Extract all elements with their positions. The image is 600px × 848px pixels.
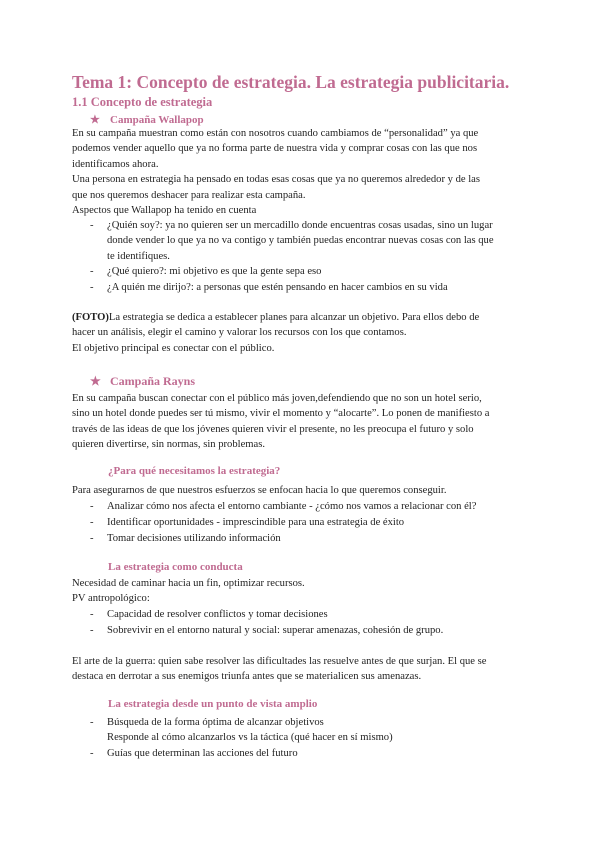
subheading-label: Campaña Wallapop bbox=[110, 114, 204, 126]
text-line: quieren divertirse, sin normas, sin problemas. bbox=[72, 439, 265, 451]
paragraph bbox=[72, 654, 532, 685]
paragraph bbox=[72, 576, 532, 607]
subheading-label: Campaña Rayns bbox=[110, 374, 196, 388]
text-line: través de las ideas de que los jóvenes quieren vivir el presente, no les preocupa el futuro y solo bbox=[72, 423, 474, 435]
text-line: te identifiques. bbox=[107, 250, 170, 262]
text-line: ¿Quién soy?: ya no quieren ser un mercadillo donde encuentras cosas usadas, sino un lugar bbox=[107, 220, 493, 231]
subheading-wallapop bbox=[90, 113, 204, 126]
page-title: Tema 1: Concepto de estrategia. La estrategia publicitaria. bbox=[72, 72, 510, 92]
subheading-broad: La estrategia desde un punto de vista amplio bbox=[108, 698, 318, 710]
text-line: Identificar oportunidades - imprescindible para una estrategia de éxito bbox=[107, 517, 405, 528]
text-line: La estrategia se dedica a establecer planes para alcanzar un objetivo. Para ellos debo de bbox=[108, 312, 480, 323]
subheading-why: ¿Para qué necesitamos la estrategia? bbox=[108, 465, 281, 477]
text-line: donde vender lo que ya no va contigo y también puedas encontrar nuevas cosas con las que bbox=[107, 235, 494, 247]
text-line: Para asegurarnos de que nuestros esfuerzos se enfocan hacia lo que queremos conseguir. bbox=[72, 485, 447, 496]
text-line: PV antropológico: bbox=[72, 593, 150, 605]
text-line: Búsqueda de la forma óptima de alcanzar objetivos bbox=[107, 717, 324, 728]
text-line: Aspectos que Wallapop ha tenido en cuenta bbox=[72, 205, 257, 217]
paragraph bbox=[72, 483, 532, 498]
text-line: Sobrevivir en el entorno natural y social: superar amenazas, cohesión de grupo. bbox=[107, 625, 444, 636]
paragraph bbox=[72, 310, 532, 356]
text-line: identificamos ahora. bbox=[72, 158, 159, 170]
paragraph bbox=[72, 126, 532, 218]
text-line: El arte de la guerra: quien sabe resolver las dificultades las resuelve antes de que surjan. El que se bbox=[72, 656, 487, 667]
document-page: Tema 1: Concepto de estrategia. La estrategia publicitaria. 1.1 Concepto de estrategia ★ Campaña Wallapop En su campaña muestran como están con nosotros cuando cambiamos de “personalidad” ya que podemos vender aquello que ya no forma parte de nuestra vida y comprar cosas con las que nos identificamos ahora. Una persona en estrategia ha pensado en todas esas cosas que ya no queremos alrededor y de las que nos queremos deshacer para realizar esta campaña. Aspectos que Wallapop ha tenido en cuenta - ¿Quién soy?: ya no quieren ser un mercadillo donde encuentras cosas usadas, sino un lugar donde vender lo que ya no va contigo y también puedas encontrar nuevas cosas con las que te identifiques. - ¿Qué quiero?: mi objetivo es que la gente sepa eso - ¿A quién me dirijo?: a personas que estén pensando en hacer cambios en su vida (FOTO)La estrategia se dedica a establecer planes para alcanzar un objetivo. Para ellos debo de hacer un análisis, elegir el camino y valorar los recursos con los que contamos. El objetivo principal es conectar con el público. ★ Campaña Rayns En su campaña buscan conectar con el público más joven,defendiendo que no son un hotel serio, sino un hotel donde puedes ser tú mismo, vivir el momento y “alocarte”. Lo ponen de manifiesto a través de las ideas de que los jóvenes quieren vivir el presente, no les preocupa el futuro y solo quieren divertirse, sin normas, sin problemas. ¿Para qué necesitamos la estrategia? Para asegurarnos de que nuestros esfuerzos se enfocan hacia lo que queremos conseguir. - Analizar cómo nos afecta el entorno cambiante - ¿cómo nos vamos a relacionar con él? - Identificar oportunidades - imprescindible para una estrategia de éxito - Tomar decisiones utilizando información La estrategia como conducta Necesidad de caminar hacia un fin, optimizar recursos. PV antropológico: - Capacidad de resolver conflictos y tomar decisiones - Sobrevivir en el entorno natural y social: superar amenazas, cohesión de grupo. El arte de la guerra: quien sabe resolver las dificultades las resuelve antes de que surjan. El que se destaca en derrotar a sus enemigos triunfa antes que se materialicen sus amenazas. La estrategia desde un punto de vista amplio - Búsqueda de la forma óptima de alcanzar objetivos Responde al cómo alcanzarlos vs la táctica (qué hacer en sí mismo) - Guías que determinan las acciones del futuro bbox=[0, 0, 600, 848]
text-line: En su campaña muestran como están con nosotros cuando cambiamos de “personalidad” ya que bbox=[72, 128, 479, 139]
text-line: Necesidad de caminar hacia un fin, optimizar recursos. bbox=[72, 578, 305, 589]
text-line: podemos vender aquello que ya no forma parte de nuestra vida y comprar cosas con las que nos bbox=[72, 143, 478, 155]
text-line: sino un hotel donde puedes ser tú mismo, vivir el momento y “alocarte”. Lo ponen de manifiesto a bbox=[72, 408, 490, 420]
text-line: que nos queremos deshacer para realizar esta campaña. bbox=[72, 189, 306, 201]
text-line: El objetivo principal es conectar con el público. bbox=[72, 342, 275, 354]
subheading-rayns bbox=[90, 374, 195, 389]
text-line: hacer un análisis, elegir el camino y valorar los recursos con los que contamos. bbox=[72, 327, 407, 339]
star-icon: ★ bbox=[90, 114, 100, 126]
text-line: Responde al cómo alcanzarlos vs la táctica (qué hacer en sí mismo) bbox=[107, 732, 393, 744]
text-line: Capacidad de resolver conflictos y tomar decisiones bbox=[107, 609, 328, 620]
text-line: ¿A quién me dirijo?: a personas que estén pensando en hacer cambios en su vida bbox=[107, 282, 448, 293]
star-icon: ★ bbox=[90, 374, 101, 388]
subheading-conduct: La estrategia como conducta bbox=[108, 561, 243, 573]
section-heading: 1.1 Concepto de estrategia bbox=[72, 95, 213, 109]
text-line: En su campaña buscan conectar con el público más joven,defendiendo que no son un hotel serio, bbox=[72, 393, 482, 404]
foto-label: (FOTO) bbox=[72, 312, 109, 323]
text-line: Guías que determinan las acciones del futuro bbox=[107, 748, 298, 759]
text-line: Analizar cómo nos afecta el entorno cambiante - ¿cómo nos vamos a relacionar con él? bbox=[107, 501, 477, 512]
text-line: destaca en derrotar a sus enemigos triunfa antes que se materialicen sus amenazas. bbox=[72, 671, 422, 683]
text-line: ¿Qué quiero?: mi objetivo es que la gente sepa eso bbox=[107, 266, 322, 277]
text-line: Tomar decisiones utilizando información bbox=[107, 533, 281, 544]
paragraph bbox=[72, 391, 532, 453]
text-line: Una persona en estrategia ha pensado en todas esas cosas que ya no queremos alrededor y de las bbox=[72, 174, 481, 186]
